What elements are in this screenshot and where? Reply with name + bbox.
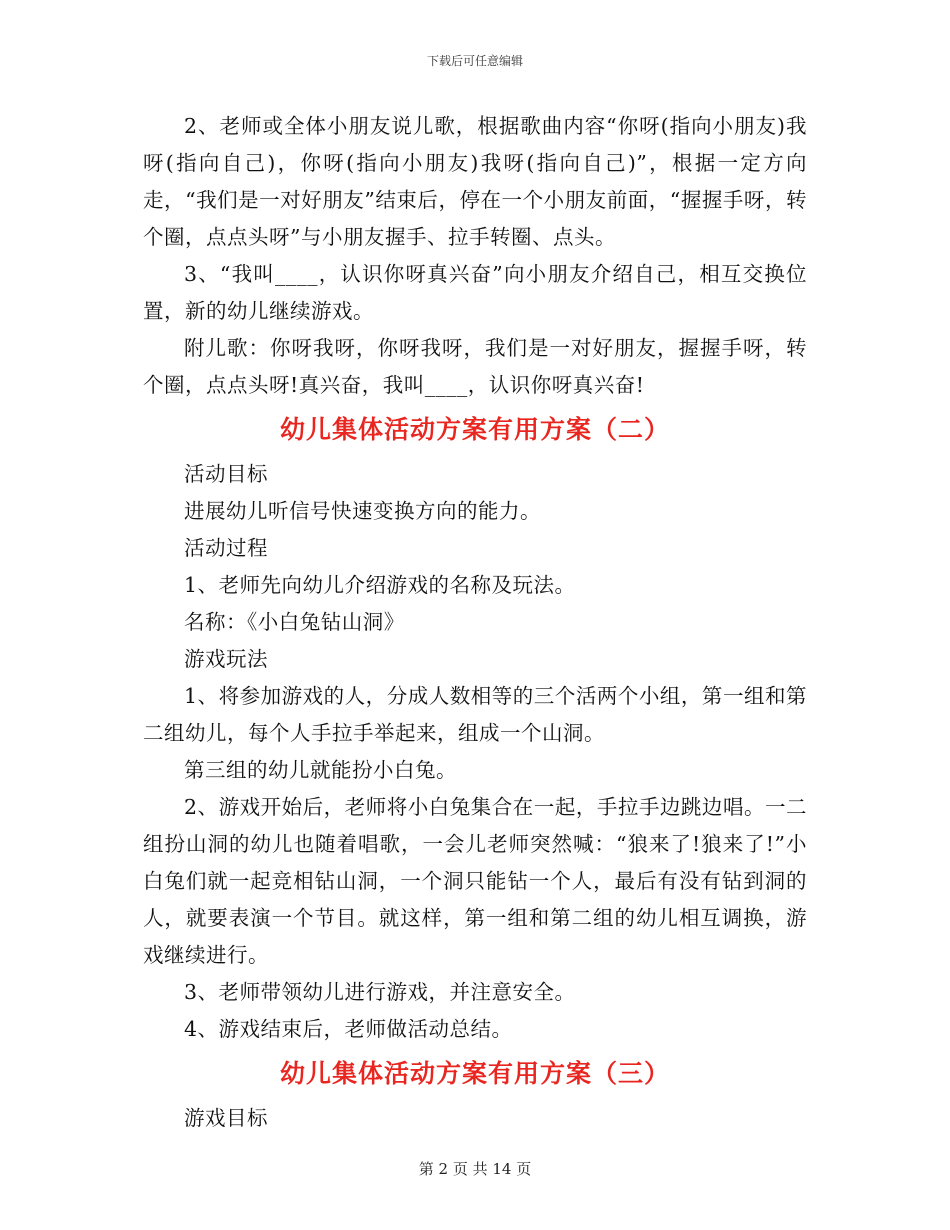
paragraph-nursery-rhyme: 附儿歌：你呀我呀，你呀我呀，我们是一对好朋友，握握手呀，转个圈，点点头呀!真兴奋，我叫____，认识你呀真兴奋! [143,336,807,397]
paragraph-step-3: 3、“我叫____，认识你呀真兴奋”向小朋友介绍自己，相互交换位置，新的幼儿继续游戏。 [143,262,807,323]
paragraph-activity-process-label: 活动过程 [184,536,268,560]
paragraph-process-step-1: 1、老师先向幼儿介绍游戏的名称及玩法。 [184,573,576,597]
paragraph-game-rules-label: 游戏玩法 [184,647,268,671]
paragraph-game-goal-label: 游戏目标 [184,1106,268,1130]
section-heading-3: 幼儿集体活动方案有用方案（三） [279,1059,670,1088]
paragraph-rule-2: 2、游戏开始后，老师将小白兔集合在一起，手拉手边跳边唱。一二组扮山洞的幼儿也随着唱歌，一会儿老师突然喊：“狼来了!狼来了!”小白兔们就一起竞相钻山洞，一个洞只能钻一个人，最后有没有钻到洞的人，就要表演一个节目。就这样，第一组和第二组的幼儿相互调换，游戏继续进行。 [143,795,807,967]
paragraph-group-3: 第三组的幼儿就能扮小白兔。 [184,758,457,782]
document-body [143,108,807,1137]
paragraph-rule-1: 1、将参加游戏的人，分成人数相等的三个活两个小组，第一组和第二组幼儿，每个人手拉手举起来，组成一个山洞。 [143,684,807,745]
paragraph-rule-3: 3、老师带领幼儿进行游戏，并注意安全。 [184,980,576,1004]
section-heading-2: 幼儿集体活动方案有用方案（二） [279,415,670,444]
page-number: 第 2 页 共 14 页 [418,1160,532,1178]
page-header-note: 下载后可任意编辑 [426,54,523,68]
paragraph-activity-goal-label: 活动目标 [184,462,268,486]
paragraph-step-2: 2、老师或全体小朋友说儿歌，根据歌曲内容“你呀(指向小朋友)我呀(指向自己)，你呀(指向小朋友)我呀(指向自己)”，根据一定方向走，“我们是一对好朋友”结束后，停在一个小朋友前面，“握握手呀，转个圈，点点头呀”与小朋友握手、拉手转圈、点头。 [143,114,807,249]
paragraph-game-name: 名称：《小白兔钻山洞》 [184,610,405,634]
paragraph-rule-4: 4、游戏结束后，老师做活动总结。 [184,1017,513,1041]
paragraph-activity-goal: 进展幼儿听信号快速变换方向的能力。 [184,499,541,523]
